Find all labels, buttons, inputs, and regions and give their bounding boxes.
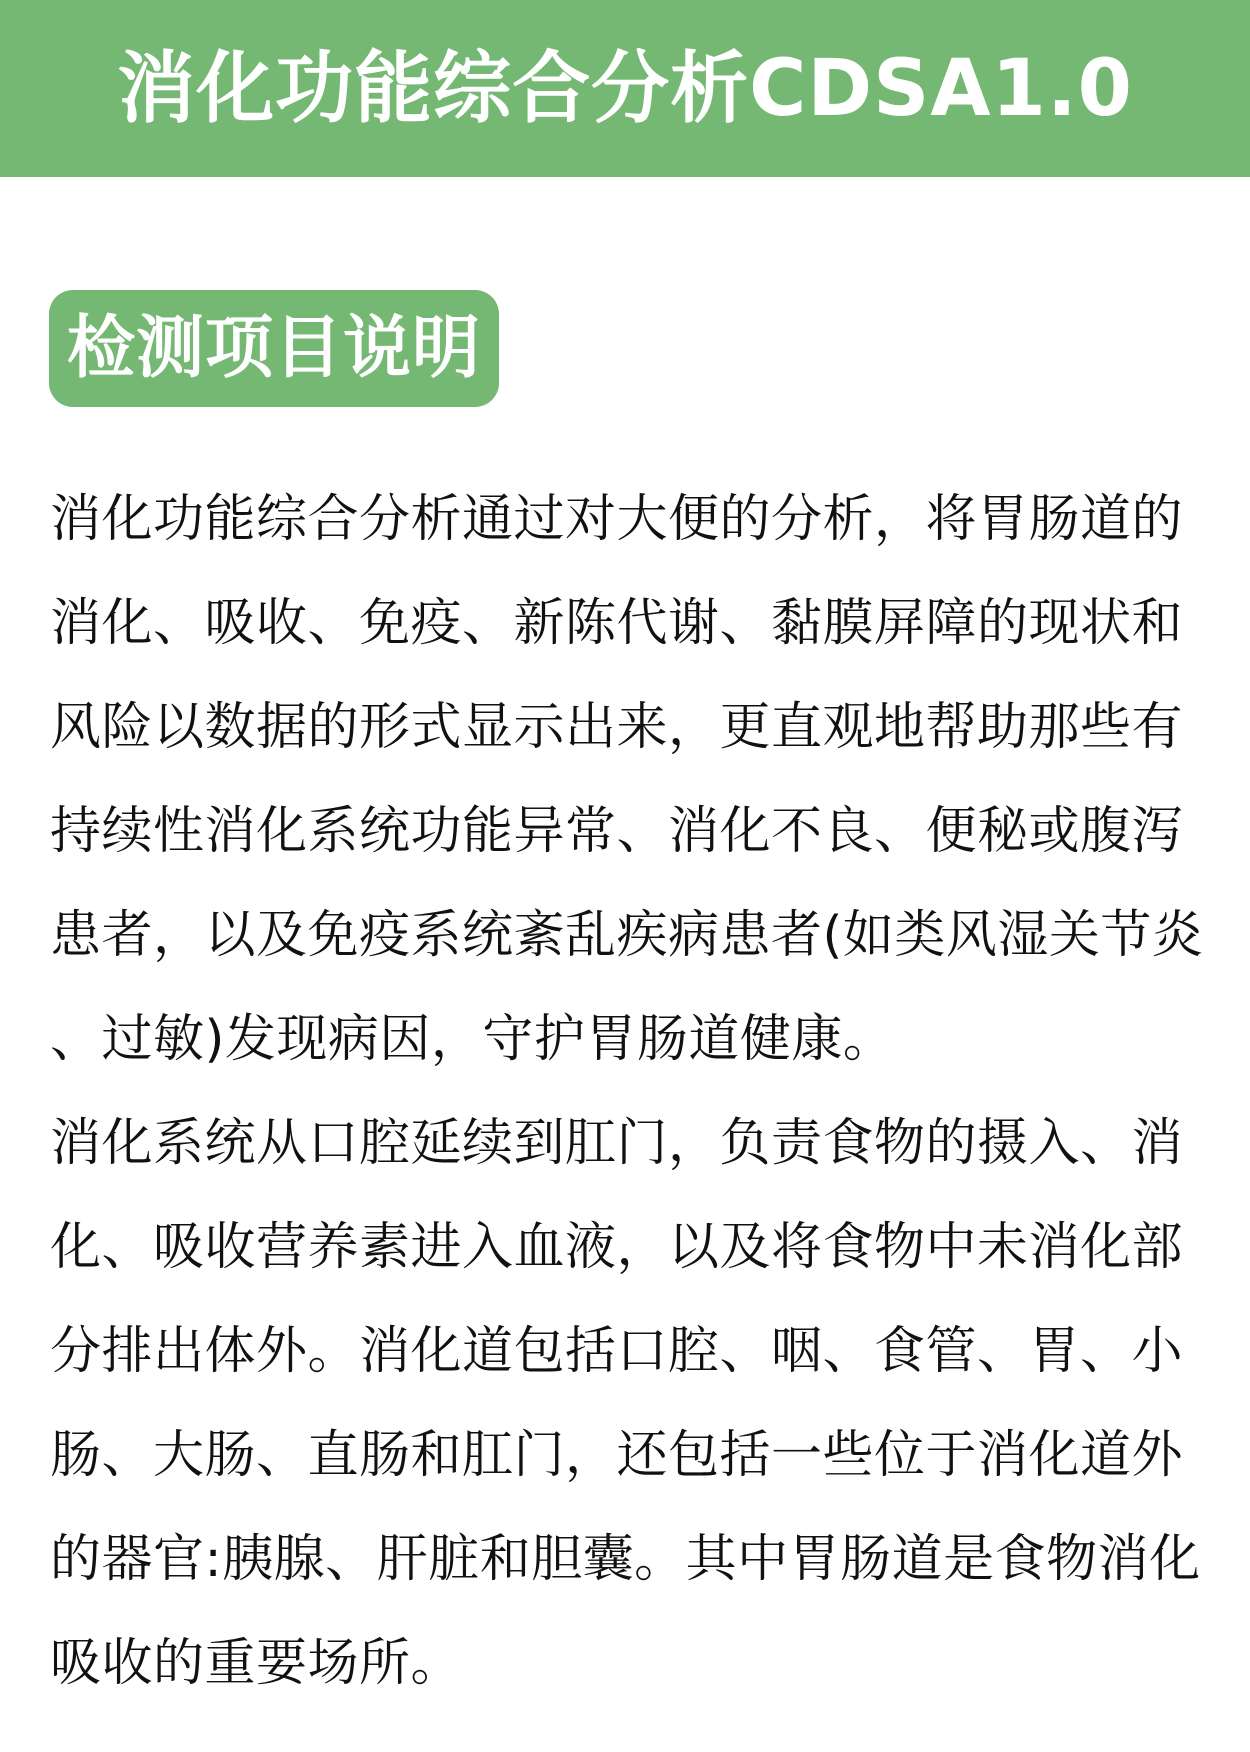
paragraph-1 xyxy=(50,468,1210,1092)
text-line: 化、吸收营养素进入血液，以及将食物中未消化部 xyxy=(50,1218,1184,1277)
text-line: 风险以数据的形式显示出来，更直观地帮助那些有 xyxy=(50,698,1184,757)
section-badge xyxy=(49,290,499,407)
text-line: 患者，以及免疫系统紊乱疾病患者(如类风湿关节炎 xyxy=(50,906,1204,965)
text-line: 吸收的重要场所。 xyxy=(50,1634,463,1693)
text-line: 的器官:胰腺、肝脏和胆囊。其中胃肠道是食物消化 xyxy=(50,1530,1201,1589)
section-heading: 检测项目说明 xyxy=(67,308,482,388)
text-line: 分排出体外。消化道包括口腔、咽、食管、胃、小 xyxy=(50,1322,1184,1381)
text-line: 消化功能综合分析通过对大便的分析，将胃肠道的 xyxy=(50,490,1184,549)
text-line: 持续性消化系统功能异常、消化不良、便秘或腹泻 xyxy=(50,802,1184,861)
text-line: 、过敏)发现病因，守护胃肠道健康。 xyxy=(50,1010,895,1069)
text-line: 消化、吸收、免疫、新陈代谢、黏膜屏障的现状和 xyxy=(50,594,1184,653)
text-line: 肠、大肠、直肠和肛门，还包括一些位于消化道外 xyxy=(50,1426,1184,1485)
page-header xyxy=(0,0,1250,177)
paragraph-2 xyxy=(50,1092,1210,1716)
page-title: 消化功能综合分析CDSA1.0 xyxy=(117,43,1133,134)
text-line: 消化系统从口腔延续到肛门，负责食物的摄入、消 xyxy=(50,1114,1184,1173)
description-body xyxy=(50,468,1210,1716)
